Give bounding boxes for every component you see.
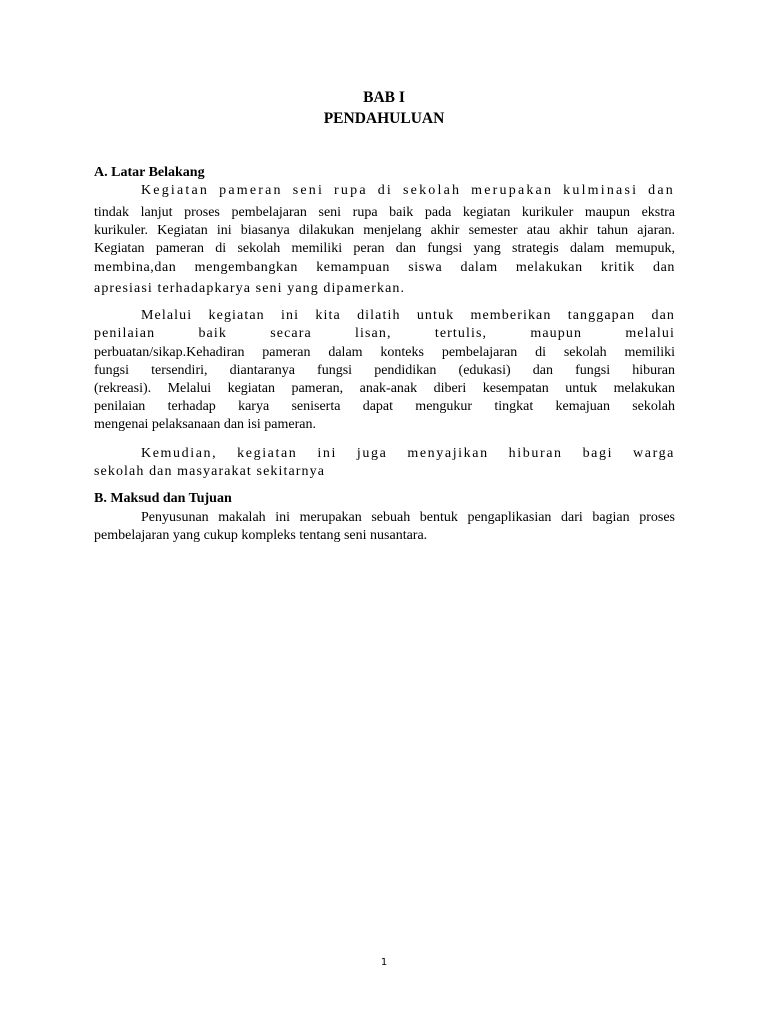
paragraph-line: apresiasi terhadapkarya seni yang dipamerkan. [94, 281, 406, 296]
paragraph-line: Penyusunan makalah ini merupakan sebuah bentuk pengaplikasian dari bagian proses [141, 510, 675, 525]
paragraph-line: Kemudian, kegiatan ini juga menyajikan hiburan bagi warga [141, 446, 675, 461]
paragraph-line: membina,dan mengembangkan kemampuan siswa dalam melakukan kritik dan [94, 260, 675, 275]
paragraph-line: sekolah dan masyarakat sekitarnya [94, 464, 326, 479]
section-a-title: A. Latar Belakang [94, 165, 205, 180]
paragraph-line: penilaian baik secara lisan, tertulis, maupun melalui [94, 326, 675, 341]
paragraph-line: Melalui kegiatan ini kita dilatih untuk memberikan tanggapan dan [141, 308, 675, 323]
paragraph-line: fungsi tersendiri, diantaranya fungsi pendidikan (edukasi) dan fungsi hiburan [94, 363, 675, 378]
chapter-title: PENDAHULUAN [323, 110, 445, 127]
section-b-title: B. Maksud dan Tujuan [94, 491, 232, 506]
paragraph-line: pembelajaran yang cukup kompleks tentang seni nusantara. [94, 528, 428, 543]
chapter-heading: BAB I [363, 89, 405, 106]
paragraph-line: kurikuler. Kegiatan ini biasanya dilakukan menjelang akhir semester atau akhir tahun ajaran. [94, 223, 675, 238]
paragraph-line: mengenai pelaksanaan dan isi pameran. [94, 417, 316, 432]
paragraph-line: (rekreasi). Melalui kegiatan pameran, anak-anak diberi kesempatan untuk melakukan [94, 381, 675, 396]
paragraph-line: tindak lanjut proses pembelajaran seni rupa baik pada kegiatan kurikuler maupun ekstra [94, 205, 675, 220]
page-number: 1 [380, 957, 388, 968]
paragraph-line: Kegiatan pameran seni rupa di sekolah merupakan kulminasi dan [141, 183, 675, 198]
paragraph-line: Kegiatan pameran di sekolah memiliki peran dan fungsi yang strategis dalam memupuk, [94, 241, 675, 256]
paragraph-line: perbuatan/sikap.Kehadiran pameran dalam konteks pembelajaran di sekolah memiliki [94, 345, 675, 360]
paragraph-line: penilaian terhadap karya seniserta dapat mengukur tingkat kemajuan sekolah [94, 399, 675, 414]
